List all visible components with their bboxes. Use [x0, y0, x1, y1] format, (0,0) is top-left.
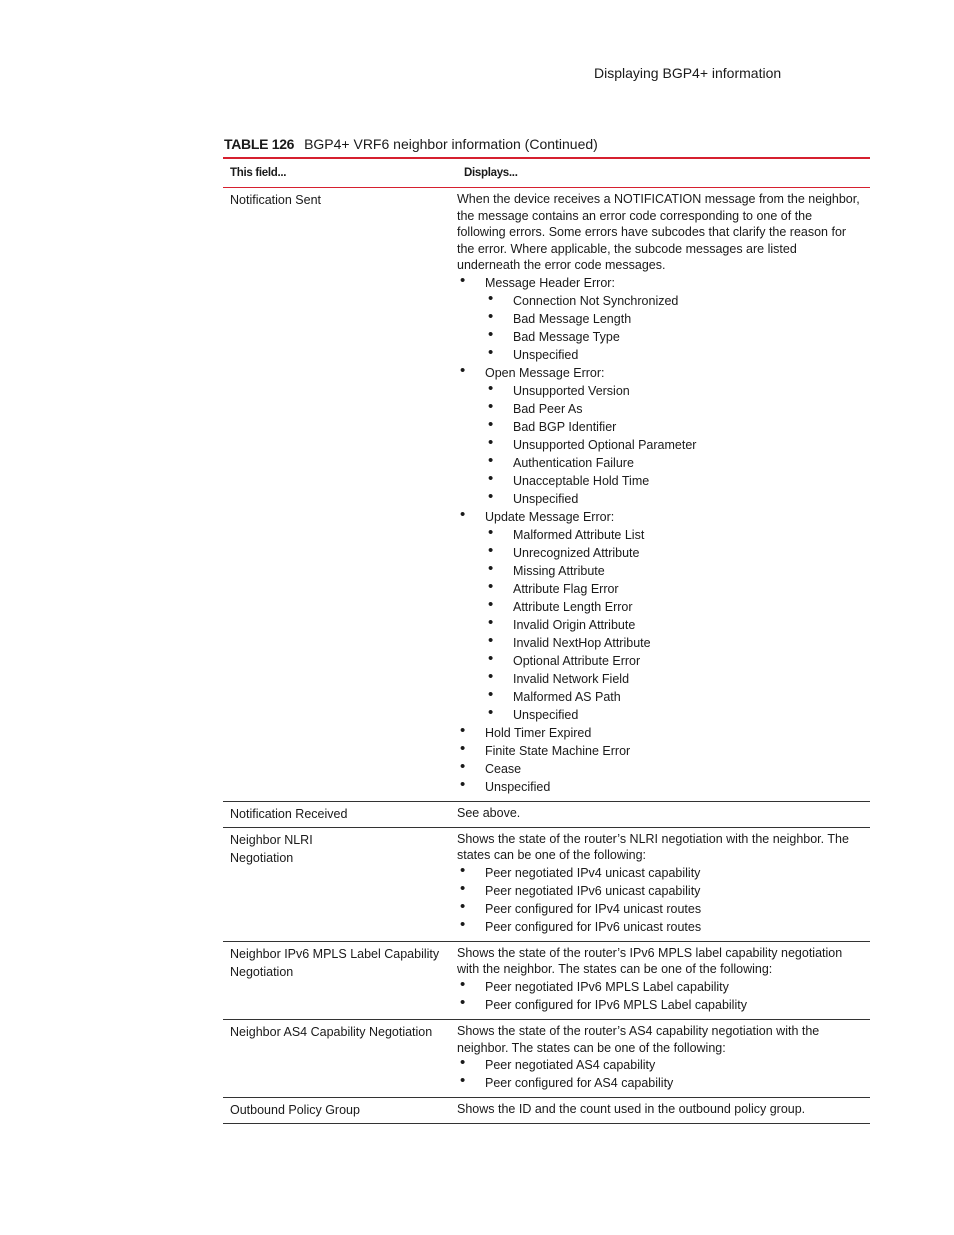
table-row: [223, 828, 870, 942]
sub-list-item: • Optional Attribute Error: [485, 652, 862, 670]
displays-cell: [457, 802, 862, 827]
field-cell: [223, 1098, 457, 1123]
list-item-text: Peer configured for IPv4 unicast routes: [485, 901, 702, 916]
table-label: TABLE 126: [224, 136, 295, 152]
list-item: [457, 364, 862, 508]
sub-list-item: • Bad Peer As: [485, 400, 862, 418]
table-caption-text: BGP4+ VRF6 neighbor information (Continued): [304, 136, 598, 152]
column-header-displays: Displays...: [464, 167, 518, 179]
list-item: [457, 1074, 862, 1092]
list-item: [457, 978, 862, 996]
bullet-list: [457, 978, 862, 1014]
list-item-text: Peer negotiated AS4 capability: [485, 1058, 656, 1073]
field-name: Notification Sent: [230, 193, 322, 207]
sub-list-item: • Unsupported Optional Parameter: [485, 436, 862, 454]
field-cell: [223, 1020, 457, 1097]
description-text: When the device receives a NOTIFICATION message from the neighbor, the message contains an error code corresponding to one of the following errors. Some errors have subcodes that clarify the reason for the error. Where applicable, the subcode messages are listed underneath the error code messages.: [457, 192, 860, 273]
sub-list-item: • Malformed Attribute List: [485, 526, 862, 544]
sub-list-item: • Invalid NextHop Attribute: [485, 634, 862, 652]
list-item-text: Peer configured for AS4 capability: [485, 1076, 674, 1091]
list-item: [457, 900, 862, 918]
list-item-text: Finite State Machine Error: [485, 743, 631, 758]
list-item-text: Cease: [485, 761, 522, 776]
sub-list-item: • Bad Message Length: [485, 310, 862, 328]
table-caption: [224, 136, 598, 152]
list-item-text: Peer configured for IPv6 MPLS Label capability: [485, 997, 747, 1012]
list-item: [457, 742, 862, 760]
list-item: [457, 864, 862, 882]
list-item-text: Peer negotiated IPv4 unicast capability: [485, 865, 701, 880]
list-item: [457, 918, 862, 936]
displays-cell: [457, 1020, 862, 1097]
sub-list-item: • Bad BGP Identifier: [485, 418, 862, 436]
sub-bullet-list: [485, 526, 862, 724]
description-text: Shows the state of the router’s NLRI negotiation with the neighbor. The states can be one of the following:: [457, 831, 849, 863]
displays-cell: [457, 188, 862, 801]
field-cell: [223, 802, 457, 827]
list-item-text: Hold Timer Expired: [485, 725, 592, 740]
list-item: [457, 1056, 862, 1074]
sub-list-item: • Unspecified: [485, 490, 862, 508]
displays-cell: [457, 1098, 862, 1123]
field-name: Neighbor NLRI: [230, 832, 313, 847]
description-text: See above.: [457, 805, 521, 820]
field-name: Notification Received: [230, 806, 348, 821]
field-cell: [223, 942, 457, 1019]
sub-list-item: • Attribute Flag Error: [485, 580, 862, 598]
table-row: [223, 802, 870, 828]
list-item-text: Peer negotiated IPv6 MPLS Label capability: [485, 979, 729, 994]
list-item: [457, 760, 862, 778]
list-item-text: Unspecified: [485, 779, 551, 794]
field-name: Negotiation: [230, 850, 294, 865]
table-row: [223, 1020, 870, 1098]
list-item: [457, 778, 862, 796]
bullet-list: [457, 1056, 862, 1092]
field-name: Outbound Policy Group: [230, 1103, 360, 1118]
table-row: [223, 188, 870, 802]
table-header-row: [223, 159, 870, 188]
list-item-text: Peer negotiated IPv6 unicast capability: [485, 883, 701, 898]
table-body: [223, 188, 870, 1124]
list-item-text: Open Message Error:: [485, 365, 605, 380]
sub-list-item: • Unspecified: [485, 346, 862, 364]
list-item: [457, 274, 862, 364]
sub-list-item: • Invalid Origin Attribute: [485, 616, 862, 634]
field-name: Neighbor IPv6 MPLS Label Capability Negotiation: [230, 946, 440, 979]
sub-list-item: • Unsupported Version: [485, 382, 862, 400]
displays-cell: [457, 942, 862, 1019]
field-cell: [223, 828, 457, 941]
column-header-field: This field...: [230, 167, 287, 179]
sub-list-item: • Unspecified: [485, 706, 862, 724]
list-item-text: Update Message Error:: [485, 509, 615, 524]
sub-list-item: • Unrecognized Attribute: [485, 544, 862, 562]
description-text: Shows the state of the router’s IPv6 MPLS label capability negotiation with the neighbor. The states can be one of the following:: [457, 945, 843, 977]
list-item: [457, 508, 862, 724]
list-item-text: Peer configured for IPv6 unicast routes: [485, 919, 702, 934]
bullet-list: [457, 864, 862, 936]
field-cell: [223, 188, 457, 801]
sub-bullet-list: [485, 382, 862, 508]
sub-list-item: • Authentication Failure: [485, 454, 862, 472]
displays-cell: [457, 828, 862, 941]
list-item: [457, 724, 862, 742]
bullet-list: [457, 274, 862, 796]
sub-bullet-list: [485, 292, 862, 364]
sub-list-item: • Invalid Network Field: [485, 670, 862, 688]
sub-list-item: • Unacceptable Hold Time: [485, 472, 862, 490]
running-header: Displaying BGP4+ information: [594, 65, 782, 81]
neighbor-info-table: [223, 157, 870, 1124]
description-text: Shows the ID and the count used in the outbound policy group.: [457, 1102, 806, 1117]
list-item-text: Message Header Error:: [485, 275, 615, 290]
sub-list-item: • Missing Attribute: [485, 562, 862, 580]
sub-list-item: • Attribute Length Error: [485, 598, 862, 616]
sub-list-item: • Malformed AS Path: [485, 688, 862, 706]
table-row: [223, 942, 870, 1020]
sub-list-item: • Connection Not Synchronized: [485, 292, 862, 310]
table-row: [223, 1098, 870, 1124]
description-text: Shows the state of the router’s AS4 capability negotiation with the neighbor. The states can be one of the following:: [457, 1023, 820, 1055]
list-item: [457, 882, 862, 900]
sub-list-item: • Bad Message Type: [485, 328, 862, 346]
list-item: [457, 996, 862, 1014]
field-name: Neighbor AS4 Capability Negotiation: [230, 1024, 433, 1039]
